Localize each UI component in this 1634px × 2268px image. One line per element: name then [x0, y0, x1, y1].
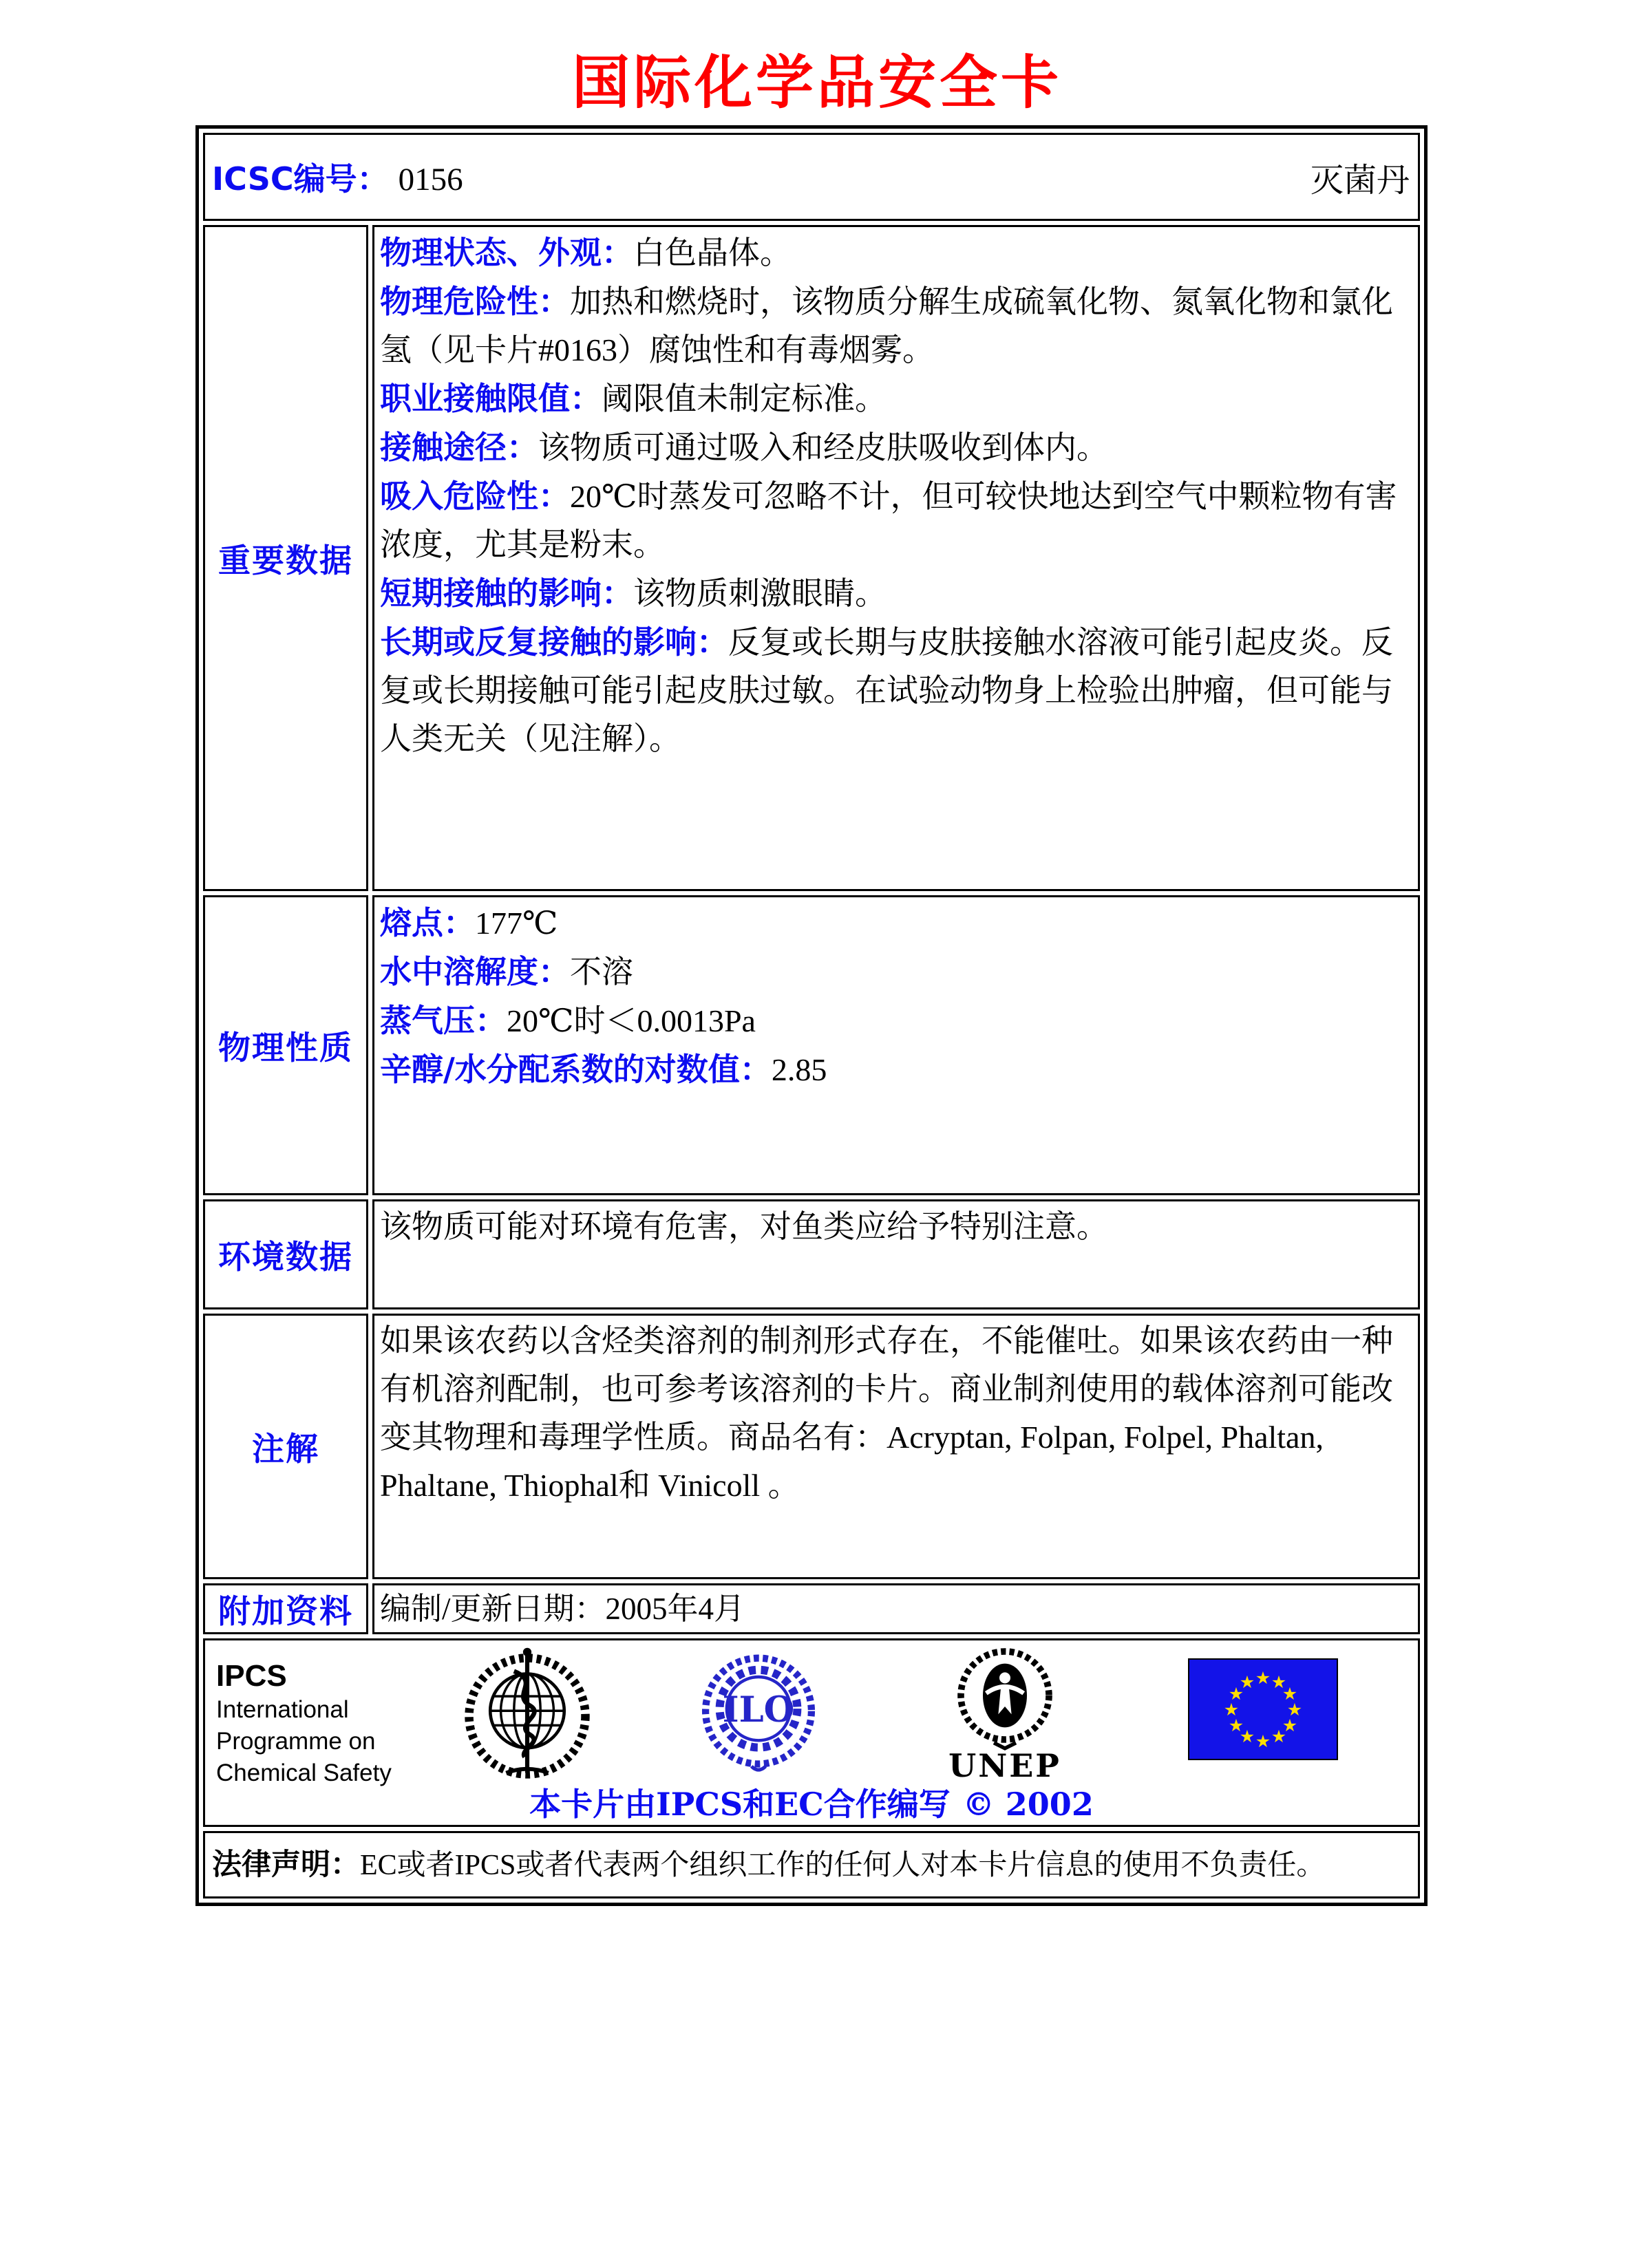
legal-row — [203, 1831, 1420, 1898]
svg-text:★: ★ — [1282, 1715, 1298, 1736]
svg-text:★: ★ — [1282, 1684, 1298, 1704]
svg-text:★: ★ — [1255, 1731, 1271, 1752]
section-label-physical-properties: 物理性质 — [203, 895, 368, 1195]
notes-content — [372, 1314, 1420, 1579]
who-logo-icon — [461, 1645, 593, 1786]
data-item: 蒸气压：20℃时＜0.0013Pa — [380, 1002, 756, 1040]
data-item: 物理状态、外观：白色晶体。 — [380, 234, 792, 272]
physical-properties-content — [372, 895, 1420, 1195]
data-item: 辛醇/水分配系数的对数值：2.85 — [380, 1051, 827, 1089]
important-data-row — [203, 225, 1420, 891]
section-label-additional-info: 附加资料 — [203, 1583, 368, 1634]
logos-row — [203, 1638, 1420, 1827]
header-row — [203, 133, 1420, 221]
section-label-important-data: 重要数据 — [203, 225, 368, 891]
svg-text:★: ★ — [1271, 1672, 1287, 1693]
data-item: 如果该农药以含烃类溶剂的制剂形式存在，不能催吐。如果该农药由一种有机溶剂配制，也可参考该溶剂的卡片。商业制剂使用的载体溶剂可能改变其物理和毒理学性质。商品名有：Acryptan, Folpan, Folpel, Phaltan, Phaltane, Thiophal和 Vinicoll 。 — [380, 1323, 1393, 1504]
ipcs-acronym: IPCS — [216, 1659, 287, 1693]
chemical-name: 灭菌丹 — [1310, 162, 1410, 199]
additional-info-row — [203, 1583, 1420, 1634]
svg-text:★: ★ — [1228, 1715, 1244, 1736]
icsc-number-label: ICSC编号： — [212, 160, 389, 198]
icsc-number — [212, 154, 463, 200]
legal-notice-text: EC或者IPCS或者代表两个组织工作的任何人对本卡片信息的使用不负责任。 — [360, 1849, 1326, 1881]
data-item: 物理危险性：加热和燃烧时，该物质分解生成硫氧化物、氮氧化物和氯化氢（见卡片#0163）腐蚀性和有毒烟雾。 — [380, 283, 1393, 368]
svg-text:★: ★ — [1239, 1672, 1255, 1693]
data-item: 水中溶解度：不溶 — [380, 953, 633, 991]
data-item: 熔点：177℃ — [380, 904, 558, 942]
environmental-data-content — [372, 1199, 1420, 1309]
unep-label: UNEP — [948, 1747, 1061, 1785]
data-item: 接触途径：该物质可通过吸入和经皮肤吸收到体内。 — [380, 429, 1108, 467]
svg-text:★: ★ — [1271, 1726, 1287, 1747]
data-item: 短期接触的影响：该物质刺激眼睛。 — [380, 575, 887, 612]
data-item: 长期或反复接触的影响：反复或长期与皮肤接触水溶液可能引起皮炎。反复或长期接触可能引起皮肤过敏。在试验动物身上检验出肿瘤，但可能与人类无关（见注解）。 — [380, 623, 1393, 757]
section-label-environmental-data: 环境数据 — [203, 1199, 368, 1309]
environmental-data-row — [203, 1199, 1420, 1309]
logos-cell — [203, 1638, 1420, 1827]
svg-text:★: ★ — [1239, 1726, 1255, 1747]
svg-text:★: ★ — [1223, 1700, 1240, 1720]
ilo-logo-icon — [699, 1649, 818, 1778]
ilo-monogram: ILO — [722, 1689, 795, 1731]
ipcs-logo-text: IPCS International Programme on Chemical Safety — [216, 1659, 392, 1787]
svg-text:★: ★ — [1286, 1700, 1303, 1720]
legal-cell — [203, 1831, 1420, 1898]
copyright: © 2002 — [962, 1786, 1094, 1823]
icsc-card — [195, 125, 1428, 1906]
data-item: 编制/更新日期：2005年4月 — [380, 1592, 745, 1627]
data-item: 该物质可能对环境有危害，对鱼类应给予特别注意。 — [380, 1209, 1108, 1245]
page — [0, 48, 1634, 2268]
notes-row — [203, 1314, 1420, 1579]
svg-text:★: ★ — [1255, 1668, 1271, 1689]
eu-flag-icon — [1188, 1658, 1338, 1760]
cooperation-caption: 本卡片由IPCS和EC合作编写 © 2002 — [529, 1786, 1094, 1823]
svg-text:★: ★ — [1228, 1684, 1244, 1704]
unep-logo-block — [936, 1646, 1074, 1785]
header-cell — [203, 133, 1420, 221]
legal-notice-label: 法律声明： — [212, 1847, 360, 1882]
data-item: 职业接触限值：阈限值未制定标准。 — [380, 380, 887, 418]
page-title: 国际化学品安全卡 — [571, 48, 1062, 116]
section-label-notes: 注解 — [203, 1314, 368, 1579]
logos-strip — [205, 1640, 1418, 1787]
icsc-number-value: 0156 — [398, 162, 463, 198]
physical-properties-row — [203, 895, 1420, 1195]
data-item: 吸入危险性：20℃时蒸发可忽略不计，但可较快地达到空气中颗粒物有害浓度，尤其是粉末。 — [380, 478, 1397, 563]
additional-info-content — [372, 1583, 1420, 1634]
unep-logo-icon — [950, 1646, 1060, 1751]
important-data-content — [372, 225, 1420, 891]
